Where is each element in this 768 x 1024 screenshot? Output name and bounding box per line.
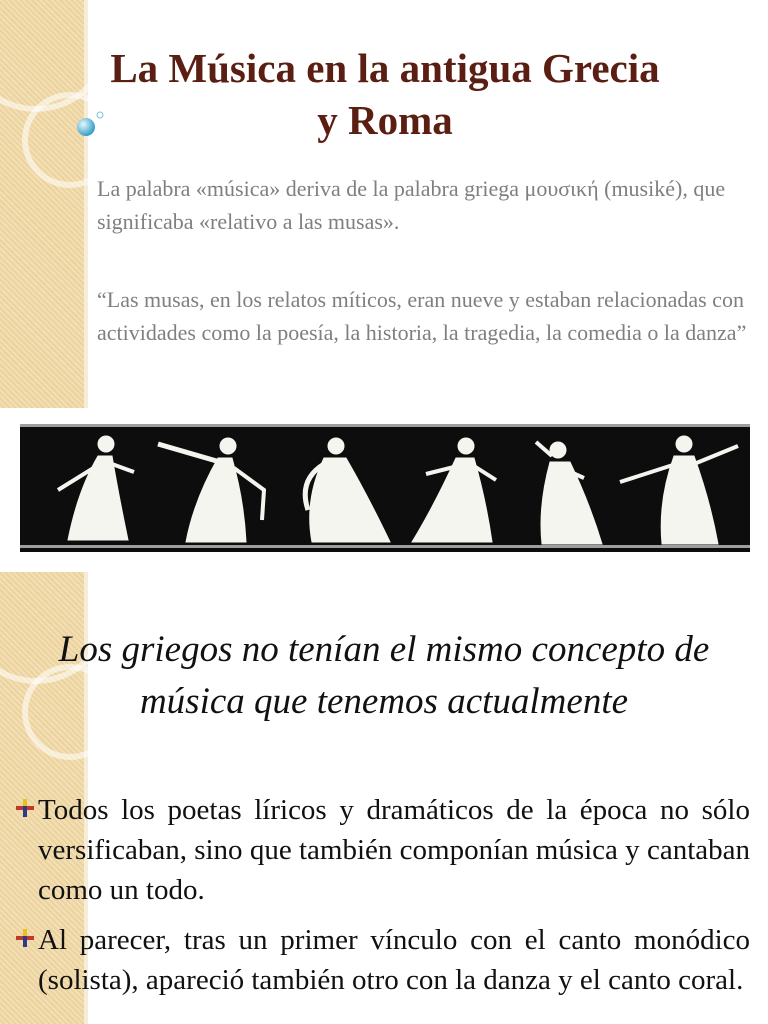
bullet-item-1: Todos los poetas líricos y dramáticos de la época no sólo versificaban, sino que también componían música y cantaban como un todo.: [38, 794, 750, 906]
bullet-cross-icon: [14, 927, 36, 949]
title-line-2: y Roma: [317, 97, 453, 143]
bullet-item-2: Al parecer, tras un primer vínculo con el canto monódico (solista), apareció también otro con la danza y el canto coral.: [38, 924, 750, 996]
title-line-1: La Música en la antigua Grecia: [110, 45, 660, 91]
slide-1: [0, 0, 768, 408]
dancers-frieze-image: [18, 420, 752, 560]
slide-title: [70, 42, 700, 146]
intro-paragraph: La palabra «música» deriva de la palabra griega μουσική (musiké), que significaba «relativo a las musas».: [97, 176, 726, 234]
slide-2-heading: Los griegos no tenían el mismo concepto de música que tenemos actualmente: [58, 629, 710, 722]
bullet-cross-icon: [14, 797, 36, 819]
muses-quote: “Las musas, en los relatos míticos, eran nueve y estaban relacionadas con actividades como la poesía, la historia, la tragedia, la comedia o la danza”: [97, 287, 747, 345]
